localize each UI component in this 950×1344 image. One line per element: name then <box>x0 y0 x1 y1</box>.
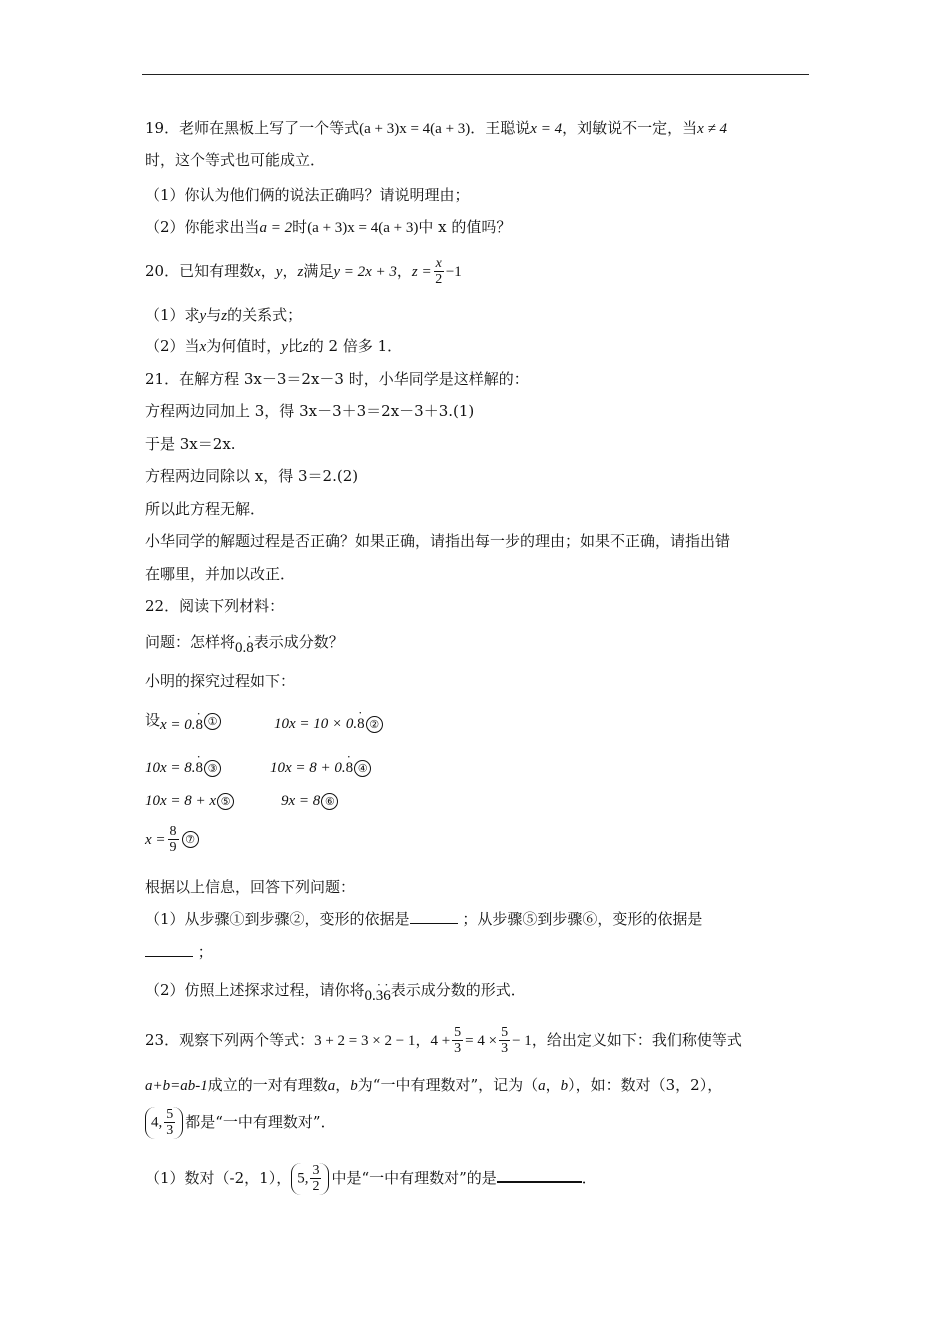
step-marker-1: ① <box>204 713 221 730</box>
q23-line2: a+b=ab-1成立的一对有理数a，b为“一中有理数对”，记为（a，b），如：数对（3，2）， <box>145 1076 723 1094</box>
step-marker-5: ⑤ <box>217 793 234 810</box>
q22-step2: 10x = 10 × 0.· 8 ② <box>274 713 383 734</box>
q21-line3: 于是 3x＝2x. <box>145 435 236 453</box>
step-marker-3: ③ <box>204 760 221 777</box>
q22-step7: x = $\frac{8}{9}$ ⑦ <box>145 824 199 856</box>
q22-line4: 根据以上信息，回答下列问题： <box>145 878 356 896</box>
q23-part1: （1）数对（-2，1）， 5, $\frac{3}{2}$ 中是“一中有理数对”的是 ． <box>145 1163 597 1195</box>
q19-part1: （1）你认为他们俩的说法正确吗？请说明理由； <box>145 186 470 204</box>
q23-pair-option: 5, $\frac{3}{2}$ <box>291 1163 329 1195</box>
q22-part2: （2）仿照上述探求过程，请你将0.· 3· 6表示成分数的形式． <box>145 980 526 1001</box>
q22-line2: 问题：怎样将0.· 8表示成分数？ <box>145 632 344 653</box>
q20-part1: （1）求y与z的关系式； <box>145 306 303 324</box>
header-rule <box>142 74 809 75</box>
q19-part2: （2）你能求出当a = 2时(a + 3)x = 4(a + 3)中 x 的值吗？ <box>145 218 512 236</box>
answer-blank-1[interactable] <box>410 909 458 924</box>
step-marker-4: ④ <box>354 760 371 777</box>
q20-line1: 20．已知有理数x，y，z满足y = 2x + 3，z = $\frac{x}{2}$ −1 <box>145 256 462 288</box>
q23-line3: 4, $\frac{5}{3}$ 都是“一中有理数对”． <box>145 1107 336 1139</box>
q23-fraction-2: $\frac{5}{3}$ <box>501 1025 509 1057</box>
q23-line1: 23．观察下列两个等式：3 + 2 = 3 × 2 − 1，4 + $\frac{5}{3}$ = 4 × $\frac{5}{3}$ − 1，给出定义如下：我们称使等式 <box>145 1025 742 1057</box>
step-marker-7: ⑦ <box>182 831 199 848</box>
q21-line6: 小华同学的解题过程是否正确？如果正确，请指出每一步的理由；如果不正确，请指出错 <box>145 532 731 550</box>
q22-step6: 9x = 8 ⑥ <box>281 790 338 811</box>
answer-blank-2[interactable] <box>145 942 193 957</box>
q21-line5: 所以此方程无解． <box>145 500 266 518</box>
q20-part2: （2）当x为何值时，y比z的 2 倍多 1． <box>145 337 403 355</box>
answer-blank-3[interactable] <box>497 1167 582 1183</box>
q21-line4: 方程两边同除以 x，得 3＝2.(2) <box>145 467 359 485</box>
q22-part1-cont: ； <box>145 942 213 962</box>
q22-step7-fraction: $\frac{8}{9}$ <box>169 824 177 856</box>
step-marker-6: ⑥ <box>321 793 338 810</box>
step-marker-2: ② <box>366 716 383 733</box>
q22-line1: 22．阅读下列材料： <box>145 597 285 615</box>
q22-step4: 10x = 8 + 0.· 8 ④ <box>270 757 371 778</box>
q21-line7: 在哪里，并加以改正． <box>145 565 296 583</box>
q23-fraction-1: $\frac{5}{3}$ <box>454 1025 462 1057</box>
q22-step5: 10x = 8 + x ⑤ <box>145 790 234 811</box>
q22-part1: （1）从步骤①到步骤②，变形的依据是 ；从步骤⑤到步骤⑥，变形的依据是 <box>145 910 703 928</box>
q19-line1: 19．老师在黑板上写了一个等式(a + 3)x = 4(a + 3)．王聪说x = 4，刘敏说不一定，当x ≠ 4 <box>145 119 727 137</box>
q22-step1: 设x = 0.· 8 ① <box>145 710 221 731</box>
q22-step3: 10x = 8.· 8 ③ <box>145 757 221 778</box>
q23-pair-example: 4, $\frac{5}{3}$ <box>145 1107 183 1139</box>
q21-line1: 21．在解方程 3x－3＝2x－3 时，小华同学是这样解的： <box>145 370 529 388</box>
q21-line2: 方程两边同加上 3，得 3x－3＋3＝2x－3＋3.(1) <box>145 402 475 420</box>
q22-line3: 小明的探究过程如下： <box>145 672 296 690</box>
q19-line2: 时，这个等式也可能成立． <box>145 151 326 169</box>
q19-equation: (a + 3)x = 4(a + 3) <box>359 121 471 137</box>
q20-fraction: $\frac{x}{2}$ <box>435 256 443 288</box>
